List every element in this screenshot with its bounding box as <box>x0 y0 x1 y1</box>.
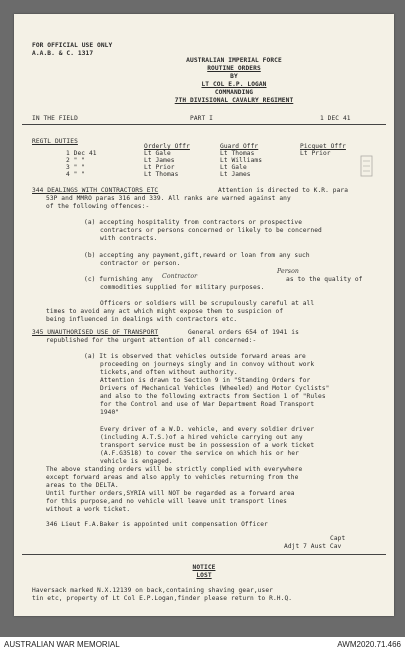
offence-c: (c) furnishing any <box>84 276 153 283</box>
notice-text: tin etc, property of Lt Col E.P.Logan,finder please return to R.H.Q. <box>32 595 293 602</box>
duty-orderly: Lt Gale <box>144 150 171 157</box>
duty-date: 1 Dec 41 <box>66 150 97 157</box>
order-345-text: The above standing orders will be strictly complied with everywhere <box>46 466 303 473</box>
offence-a: (a) accepting hospitality from contractors or prospective <box>84 219 303 226</box>
order-345-text: vehicle is engaged. <box>100 458 173 465</box>
duties-col-picquet: Picquet Offr <box>300 143 346 150</box>
order-345-text: Attention is drawn to Section 9 in "Standing Orders for <box>100 377 311 384</box>
duty-orderly: Lt Prior <box>144 164 175 171</box>
order-345-text: transport service must be in possession of a work ticket <box>100 442 315 449</box>
archive-footer <box>0 637 405 653</box>
duty-picquet: Lt Prior <box>300 150 331 157</box>
duty-date: 3 " " <box>66 164 86 171</box>
offence-b: contractor or person. <box>100 260 181 267</box>
location: IN THE FIELD <box>32 115 78 122</box>
order-345-text: areas to the DELTA. <box>46 482 119 489</box>
order-344-heading: 344 DEALINGS WITH CONTRACTORS ETC <box>32 187 159 194</box>
duties-title: REGTL DUTIES <box>32 138 78 145</box>
order-345-text: without a work ticket. <box>46 506 131 513</box>
header-divider <box>22 124 386 125</box>
offence-c: commodities supplied for military purposes. <box>100 284 265 291</box>
offence-a: with contracts. <box>100 235 158 242</box>
order-345-text: and also to the following extracts from Section 1 of "Rules <box>100 393 326 400</box>
order-345-heading: 345 UNAUTHORISED USE OF TRANSPORT <box>32 329 159 336</box>
duties-col-orderly: Orderly Offr <box>144 143 190 150</box>
order-345-text: tickets,and often without authority. <box>100 369 238 376</box>
order-345-text: Until further orders,SYRIA will NOT be regarded as a forward area <box>46 490 295 497</box>
duty-guard: Lt Thomas <box>220 150 255 157</box>
order-345-text: for the Control and use of War Department Road Transport <box>100 401 315 408</box>
offence-b: (b) accepting any payment,gift,reward or loan from any such <box>84 252 310 259</box>
orders-by: BY <box>230 73 238 80</box>
notice-subtitle: LOST <box>196 572 212 579</box>
order-345-text: 1940" <box>100 409 120 416</box>
duty-guard: Lt Gale <box>220 164 247 171</box>
order-345-text: republished for the urgent attention of all concerned:- <box>46 337 257 344</box>
notice-title: NOTICE <box>192 564 216 571</box>
order-345-text: (A.F.G3518) to cover the service on which his or her <box>100 450 299 457</box>
order-344-text: 53P and MMRO paras 316 and 339. All ranks are warned against any <box>46 195 291 202</box>
order-346-text: 346 Lieut F.A.Baker is appointed unit compensation Officer <box>46 521 268 528</box>
duty-date: 4 " " <box>66 171 86 178</box>
commanding-label: COMMANDING <box>214 89 254 96</box>
signature-divider <box>22 554 386 555</box>
handwritten-insertion: Contractor <box>162 273 198 280</box>
order-date: 1 DEC 41 <box>320 115 351 122</box>
order-345-text: proceeding on journeys singly and in convoy without work <box>100 361 315 368</box>
form-reference: A.A.B. & C. 1317 <box>32 50 94 57</box>
order-345-text: Drivers of Mechanical Vehicles (Wheeled) and Motor Cyclists" <box>100 385 330 392</box>
order-344-text: Attention is directed to K.R. para <box>218 187 349 194</box>
signature-appointment: Adjt 7 Aust Cav <box>284 543 342 550</box>
offence-c: as to the quality of <box>286 276 363 283</box>
order-344-text: Officers or soldiers will be scrupulously careful at all <box>100 300 315 307</box>
handwritten-insertion: Person <box>277 268 299 275</box>
order-345-text: (a) It is observed that vehicles outside forward areas are <box>84 353 306 360</box>
order-345-text: General orders 654 of 1941 is <box>188 329 299 336</box>
order-344-text: being influenced in dealings with contractors etc. <box>46 316 238 323</box>
duty-guard: Lt Williams <box>220 157 263 164</box>
duty-orderly: Lt Thomas <box>144 171 179 178</box>
classification: FOR OFFICIAL USE ONLY <box>32 42 113 49</box>
offence-a: contractors or persons concerned or likely to be concerned <box>100 227 322 234</box>
regiment-name: 7TH DIVISIONAL CAVALRY REGIMENT <box>174 97 294 104</box>
force-title: AUSTRALIAN IMPERIAL FORCE <box>186 57 282 64</box>
order-344-text: times to avoid any act which might expose them to suspicion of <box>46 308 284 315</box>
order-345-text: for this purpose,and no vehicle will leave unit transport lines <box>46 498 287 505</box>
duties-col-guard: Guard Offr <box>220 143 259 150</box>
signature-rank: Capt <box>330 535 346 542</box>
duty-orderly: Lt James <box>144 157 175 164</box>
order-344-text: of the following offences:- <box>46 203 150 210</box>
part-label: PART I <box>190 115 213 122</box>
notice-text: Haversack marked N.X.12139 on back,containing shaving gear,user <box>32 587 273 594</box>
order-345-text: except forward areas and also apply to vehicles returning from the <box>46 474 299 481</box>
duty-guard: Lt James <box>220 171 251 178</box>
archive-name: AUSTRALIAN WAR MEMORIAL <box>4 640 120 649</box>
order-345-text: Every driver of a W.D. vehicle, and every soldier driver <box>100 426 315 433</box>
archive-reference: AWM2020.71.466 <box>337 640 401 649</box>
order-345-text: (including A.T.S.)of a hired vehicle carrying out any <box>100 434 303 441</box>
orders-title: ROUTINE ORDERS <box>207 65 261 72</box>
commanding-officer: LT COL E.P. LOGAN <box>201 81 267 88</box>
duty-date: 2 " " <box>66 157 86 164</box>
document-page <box>14 14 394 616</box>
margin-stamp-icon <box>360 155 373 177</box>
